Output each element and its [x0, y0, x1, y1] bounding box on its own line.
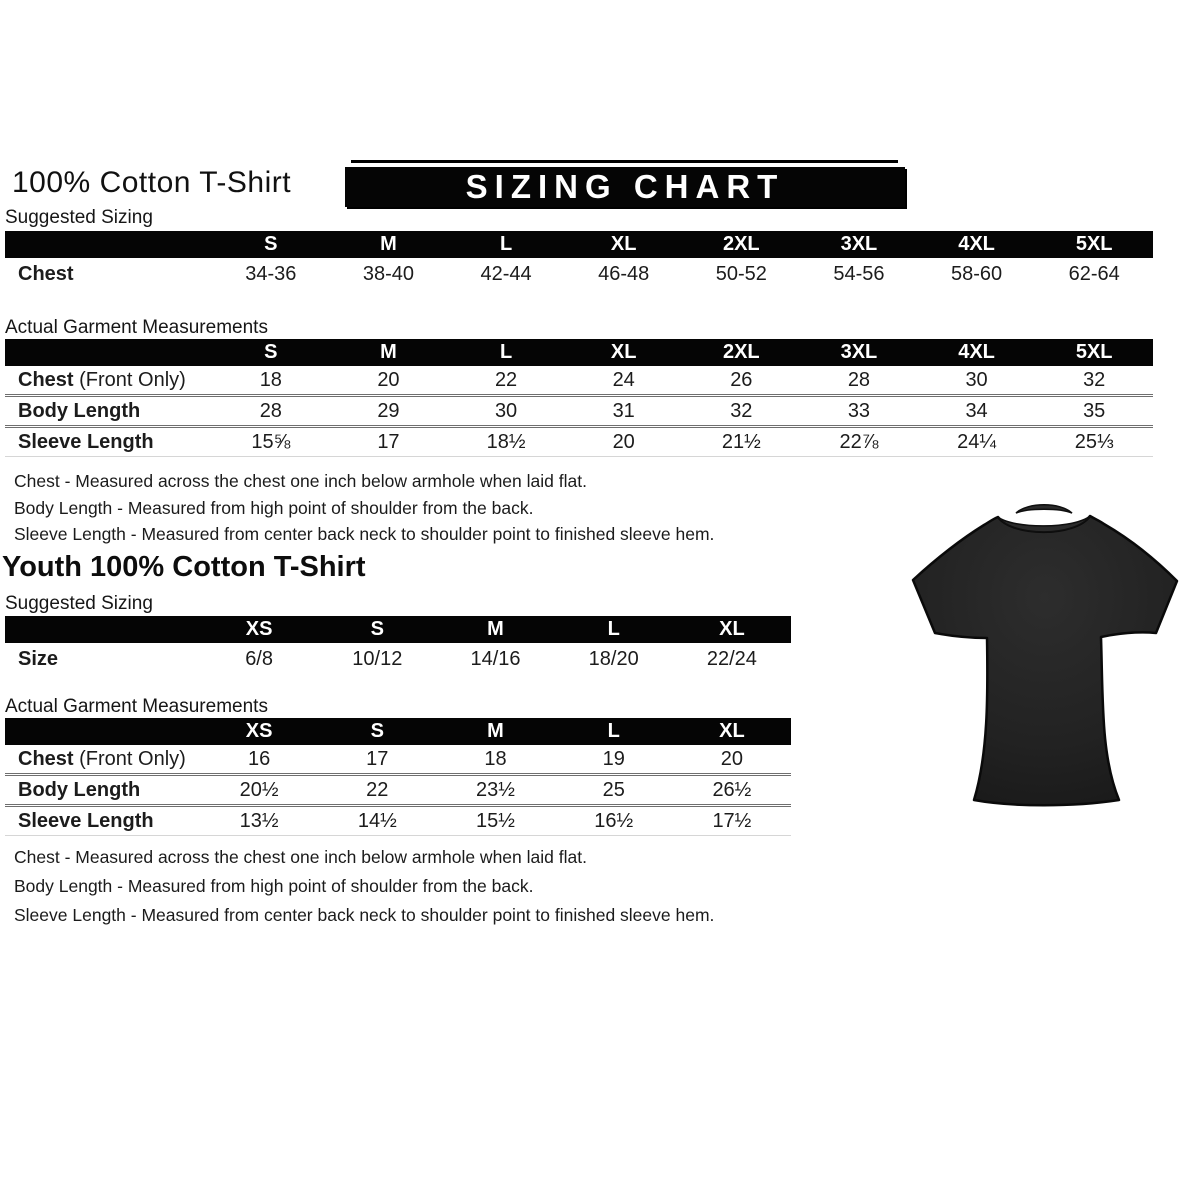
column-header: S [264, 341, 278, 363]
tshirt-illustration [893, 476, 1195, 818]
column-header: L [607, 720, 620, 742]
value-cell: 15⅝ [251, 430, 291, 453]
value-cell: 54-56 [833, 262, 885, 285]
row-label: Chest (Front Only) [18, 747, 186, 770]
column-header: S [370, 720, 384, 742]
value-cell: 30 [965, 368, 988, 391]
value-cell: 18 [484, 747, 507, 770]
table-header-row [5, 339, 1153, 366]
column-header: 5XL [1075, 233, 1113, 255]
value-cell: 13½ [239, 809, 279, 832]
value-cell: 46-48 [598, 262, 650, 285]
value-cell: 20½ [239, 778, 279, 801]
value-cell: 25 [602, 778, 625, 801]
value-cell: 19 [602, 747, 625, 770]
value-cell: 22⅞ [839, 430, 879, 453]
value-cell: 30 [494, 399, 518, 422]
table-row [5, 773, 791, 804]
value-cell: 24 [612, 368, 635, 391]
tshirt-body [913, 516, 1177, 805]
value-cell: 42-44 [480, 262, 532, 285]
column-header: 2XL [722, 233, 760, 255]
value-cell: 14/16 [470, 647, 521, 670]
column-header: 3XL [840, 233, 878, 255]
column-header: S [370, 618, 384, 640]
value-cell: 38-40 [362, 262, 415, 285]
value-cell: 32 [1083, 368, 1106, 391]
column-header: L [499, 233, 513, 255]
note-sleeve-length: Sleeve Length - Measured from center back neck to shoulder point to finished sleeve hem. [14, 524, 715, 544]
row-label: Sleeve Length [18, 809, 154, 832]
adult-title: 100% Cotton T-Shirt [12, 166, 292, 199]
row-label: Body Length [18, 778, 141, 801]
column-header: XL [719, 720, 745, 742]
value-cell: 33 [847, 399, 871, 422]
value-cell: 15½ [476, 809, 515, 832]
column-header: XS [245, 618, 273, 640]
youth-notes [14, 843, 714, 930]
value-cell: 22 [494, 368, 518, 391]
value-cell: 31 [612, 399, 635, 422]
value-cell: 18 [259, 368, 282, 391]
column-header: XS [245, 720, 273, 742]
adult-suggested-table [5, 231, 1153, 290]
sizing-chart-banner: SIZING CHART [345, 167, 905, 207]
value-cell: 22 [366, 778, 389, 801]
youth-suggested-table [5, 616, 791, 675]
value-cell: 21½ [721, 430, 761, 453]
adult-notes [14, 468, 714, 548]
column-header: 4XL [958, 233, 995, 255]
table-row [5, 394, 1153, 425]
youth-title: Youth 100% Cotton T-Shirt [2, 551, 366, 583]
row-label: Body Length [18, 399, 141, 422]
adult-actual-table [5, 339, 1153, 457]
value-cell: 18½ [486, 430, 526, 453]
column-header: XL [719, 618, 745, 640]
value-cell: 17½ [712, 809, 752, 832]
table-row [5, 804, 791, 835]
value-cell: 28 [259, 399, 282, 422]
adult-actual-label: Actual Garment Measurements [5, 317, 268, 338]
value-cell: 50-52 [715, 262, 767, 285]
column-header: XL [610, 233, 637, 255]
value-cell: 34-36 [245, 262, 297, 285]
value-cell: 58-60 [950, 262, 1003, 285]
value-cell: 35 [1083, 399, 1106, 422]
table-row [5, 425, 1153, 456]
column-header: XL [610, 341, 637, 363]
table-header-row [5, 231, 1153, 258]
table-row [5, 745, 791, 773]
value-cell: 29 [377, 399, 400, 422]
value-cell: 20 [612, 430, 635, 453]
table-header-row [5, 616, 791, 643]
row-label: Chest (Front Only) [18, 368, 186, 391]
value-cell: 34 [965, 399, 988, 422]
note-sleeve-length: Sleeve Length - Measured from center back neck to shoulder point to finished sleeve hem. [14, 905, 715, 925]
adult-suggested-label: Suggested Sizing [5, 207, 153, 228]
column-header: M [487, 720, 504, 742]
value-cell: 17 [366, 747, 389, 770]
table-header-row [5, 718, 791, 745]
column-header: 3XL [840, 341, 878, 363]
value-cell: 62-64 [1068, 262, 1120, 285]
value-cell: 22/24 [706, 647, 757, 670]
value-cell: 32 [730, 399, 753, 422]
value-cell: 6/8 [245, 647, 273, 670]
column-header: 5XL [1075, 341, 1113, 363]
value-cell: 16 [247, 747, 271, 770]
value-cell: 26½ [712, 778, 752, 801]
note-chest: Chest - Measured across the chest one inch below armhole when laid flat. [14, 847, 587, 867]
table-row [5, 643, 791, 675]
column-header: M [380, 233, 397, 255]
table-row [5, 366, 1153, 394]
value-cell: 16½ [594, 809, 634, 832]
youth-actual-label: Actual Garment Measurements [5, 696, 268, 717]
column-header: M [380, 341, 397, 363]
value-cell: 25⅓ [1074, 430, 1114, 453]
note-chest: Chest - Measured across the chest one inch below armhole when laid flat. [14, 471, 587, 491]
column-header: S [264, 233, 278, 255]
column-header: 4XL [958, 341, 995, 363]
value-cell: 20 [720, 747, 744, 770]
row-label: Size [18, 647, 59, 670]
value-cell: 20 [377, 368, 400, 391]
youth-actual-table [5, 718, 791, 836]
note-body-length: Body Length - Measured from high point of shoulder from the back. [14, 497, 534, 518]
value-cell: 26 [730, 368, 753, 391]
value-cell: 28 [847, 368, 871, 391]
value-cell: 10/12 [352, 647, 403, 670]
value-cell: 24¼ [957, 430, 997, 453]
column-header: L [607, 618, 620, 640]
row-label: Chest [18, 262, 74, 285]
column-header: M [487, 618, 504, 640]
value-cell: 14½ [357, 809, 397, 832]
tshirt-back-collar [1016, 505, 1072, 513]
value-cell: 23½ [476, 778, 515, 801]
value-cell: 17 [377, 430, 400, 453]
row-label: Sleeve Length [18, 430, 154, 453]
value-cell: 18/20 [588, 647, 639, 670]
youth-suggested-label: Suggested Sizing [5, 593, 153, 614]
banner-top-rule [351, 160, 898, 163]
column-header: L [499, 341, 513, 363]
column-header: 2XL [722, 341, 760, 363]
note-body-length: Body Length - Measured from high point of shoulder from the back. [14, 876, 534, 896]
table-row [5, 258, 1153, 290]
tshirt-photo [893, 476, 1195, 818]
